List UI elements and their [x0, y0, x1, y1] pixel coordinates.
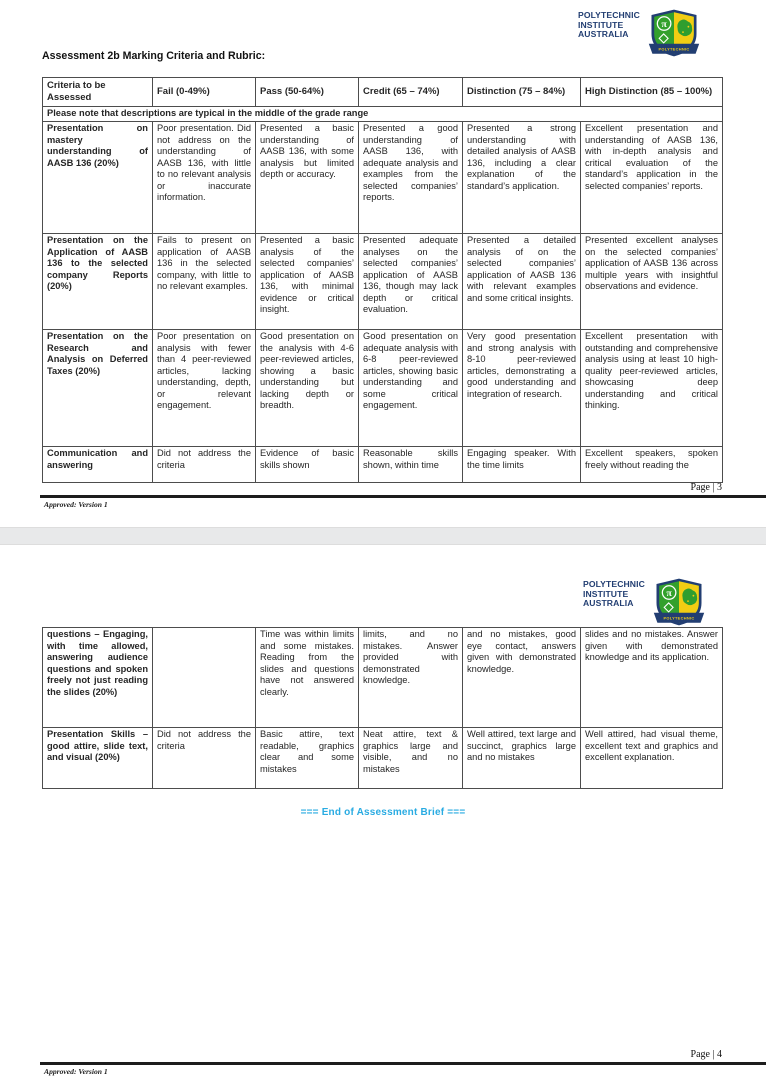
fail-cell: Did not address the criteria: [153, 728, 256, 789]
institute-name-line3: AUSTRALIA: [583, 598, 634, 609]
pass-cell: Good presentation on the analysis with 4-6 peer-reviewed articles, showing a basic understanding but lacking depth or breadth.: [256, 330, 359, 447]
approved-note: Approved: Version 1: [44, 500, 108, 509]
page-number: Page | 3: [690, 482, 722, 493]
pi-symbol-icon: π: [661, 19, 667, 31]
pass-cell: Presented a basic analysis of the selected companies’ application of AASB 136, with minimal evidence or critical insight.: [256, 234, 359, 330]
institute-name-line1: POLYTECHNIC: [583, 579, 645, 589]
distinction-cell: Well attired, text large and succinct, graphics large and no mistakes: [463, 728, 581, 789]
rubric-note-row: [43, 107, 723, 122]
criteria-cell: questions – Engaging, with time allowed, answering audience questions and spoken freely not just reading the slides (20%): [43, 628, 153, 728]
header-distinction: Distinction (75 – 84%): [463, 78, 581, 107]
header-criteria: Criteria to be Assessed: [43, 78, 153, 107]
pass-cell: Presented a basic understanding of AASB 136, with some analysis but limited depth or accuracy.: [256, 122, 359, 234]
rubric-row-presentation-skills: [43, 728, 723, 789]
banner-text: POLYTECHNIC: [663, 615, 695, 621]
criteria-cell: Communication and answering: [43, 447, 153, 483]
fail-cell: Poor presentation. Did not address on the understanding of AASB 136, with little to no relevant analysis or inaccurate information.: [153, 122, 256, 234]
note-text: Please note that descriptions are typical in the middle of the grade range: [43, 107, 723, 122]
credit-cell: Presented adequate analyses on the selected companies’ application of AASB 136, though may lack depth or critical evaluation.: [359, 234, 463, 330]
approved-note: Approved: Version 1: [44, 1067, 108, 1076]
pass-cell: Evidence of basic skills shown: [256, 447, 359, 483]
shield-logo-icon: [647, 8, 701, 58]
credit-cell: Good presentation on adequate analysis with 6-8 peer-reviewed articles, showing basic understanding and some critical engagement.: [359, 330, 463, 447]
criteria-cell: Presentation Skills – good attire, slide text, and visual (20%): [43, 728, 153, 789]
page-3: [0, 0, 766, 527]
header-credit: Credit (65 – 74%): [359, 78, 463, 107]
page-separator: [0, 527, 766, 545]
footer-rule: [40, 1062, 766, 1065]
rubric-table-page4: [42, 627, 723, 789]
fail-cell: [153, 628, 256, 728]
pass-cell: Time was within limits and some mistakes. Reading from the slides and questions have not answered clearly.: [256, 628, 359, 728]
institute-logo: [583, 577, 706, 627]
pi-symbol-icon: π: [666, 588, 672, 600]
banner-text: POLYTECHNIC: [658, 46, 690, 52]
distinction-cell: and no mistakes, good eye contact, answers given with demonstrated knowledge.: [463, 628, 581, 728]
institute-name-line2: INSTITUTE: [583, 588, 629, 599]
end-of-brief-text: === End of Assessment Brief ===: [300, 807, 466, 818]
criteria-cell: Presentation on the Research and Analysis on Deferred Taxes (20%): [43, 330, 153, 447]
header-high-distinction: High Distinction (85 – 100%): [581, 78, 723, 107]
credit-cell: Reasonable skills shown, within time: [359, 447, 463, 483]
page-4: [0, 545, 766, 1085]
page-title: Assessment 2b Marking Criteria and Rubric:: [42, 50, 266, 62]
distinction-cell: Engaging speaker. With the time limits: [463, 447, 581, 483]
header-pass: Pass (50-64%): [256, 78, 359, 107]
footer-rule: [40, 495, 766, 498]
fail-cell: Did not address the criteria: [153, 447, 256, 483]
high-distinction-cell: slides and no mistakes. Answer given with demonstrated knowledge and its application.: [581, 628, 723, 728]
rubric-row-communication: [43, 447, 723, 483]
credit-cell: Neat attire, text & graphics large and visible, and no mistakes: [359, 728, 463, 789]
criteria-cell: Presentation on the Application of AASB 136 to the selected company Reports (20%): [43, 234, 153, 330]
rubric-row-research: [43, 330, 723, 447]
distinction-cell: Presented a detailed analysis of on the selected companies’ application of AASB 136 with relevant examples and some critical insights.: [463, 234, 581, 330]
page-number: Page | 4: [690, 1049, 722, 1060]
institute-name-line2: INSTITUTE: [578, 19, 624, 30]
fail-cell: Poor presentation on analysis with fewer than 4 peer-reviewed articles, lacking understanding, depth, or relevant engagement.: [153, 330, 256, 447]
institute-name: [578, 8, 640, 40]
high-distinction-cell: Excellent speakers, spoken freely without reading the: [581, 447, 723, 483]
rubric-row-mastery: [43, 122, 723, 234]
distinction-cell: Very good presentation and strong analysis with 8-10 peer-reviewed articles, demonstrating a good understanding and integration of research.: [463, 330, 581, 447]
high-distinction-cell: Excellent presentation and understanding of AASB 136, with in-depth analysis and critical evaluation of the standard’s application in the selected companies’ reports.: [581, 122, 723, 234]
credit-cell: limits, and no mistakes. Answer provided with demonstrated knowledge.: [359, 628, 463, 728]
high-distinction-cell: Well attired, had visual theme, excellent text and graphics and excellent explanation.: [581, 728, 723, 789]
institute-name-line1: POLYTECHNIC: [578, 10, 640, 20]
institute-logo: [578, 8, 701, 58]
high-distinction-cell: Excellent presentation with outstanding and comprehensive analysis using at least 10 high-quality peer-reviewed articles, showcasing deep understanding and critical thinking.: [581, 330, 723, 447]
rubric-row-communication-continued: [43, 628, 723, 728]
rubric-header-row: [43, 78, 723, 107]
fail-cell: Fails to present on application of AASB 136 in the selected company, with little to no relevant examples.: [153, 234, 256, 330]
credit-cell: Presented a good understanding of AASB 136, with adequate analysis and examples from the selected companies’ reports.: [359, 122, 463, 234]
institute-name: [583, 577, 645, 609]
distinction-cell: Presented a strong understanding with detailed analysis of AASB 136, including a clear explanation of the standard’s application.: [463, 122, 581, 234]
institute-name-line3: AUSTRALIA: [578, 29, 629, 40]
criteria-cell: Presentation on mastery understanding of AASB 136 (20%): [43, 122, 153, 234]
rubric-table-page3: [42, 77, 723, 483]
rubric-row-application: [43, 234, 723, 330]
high-distinction-cell: Presented excellent analyses on the selected companies’ application of AASB 136 across multiple years with insightful observations and evidence.: [581, 234, 723, 330]
pass-cell: Basic attire, text readable, graphics clear and some mistakes: [256, 728, 359, 789]
header-fail: Fail (0-49%): [153, 78, 256, 107]
shield-logo-icon: [652, 577, 706, 627]
